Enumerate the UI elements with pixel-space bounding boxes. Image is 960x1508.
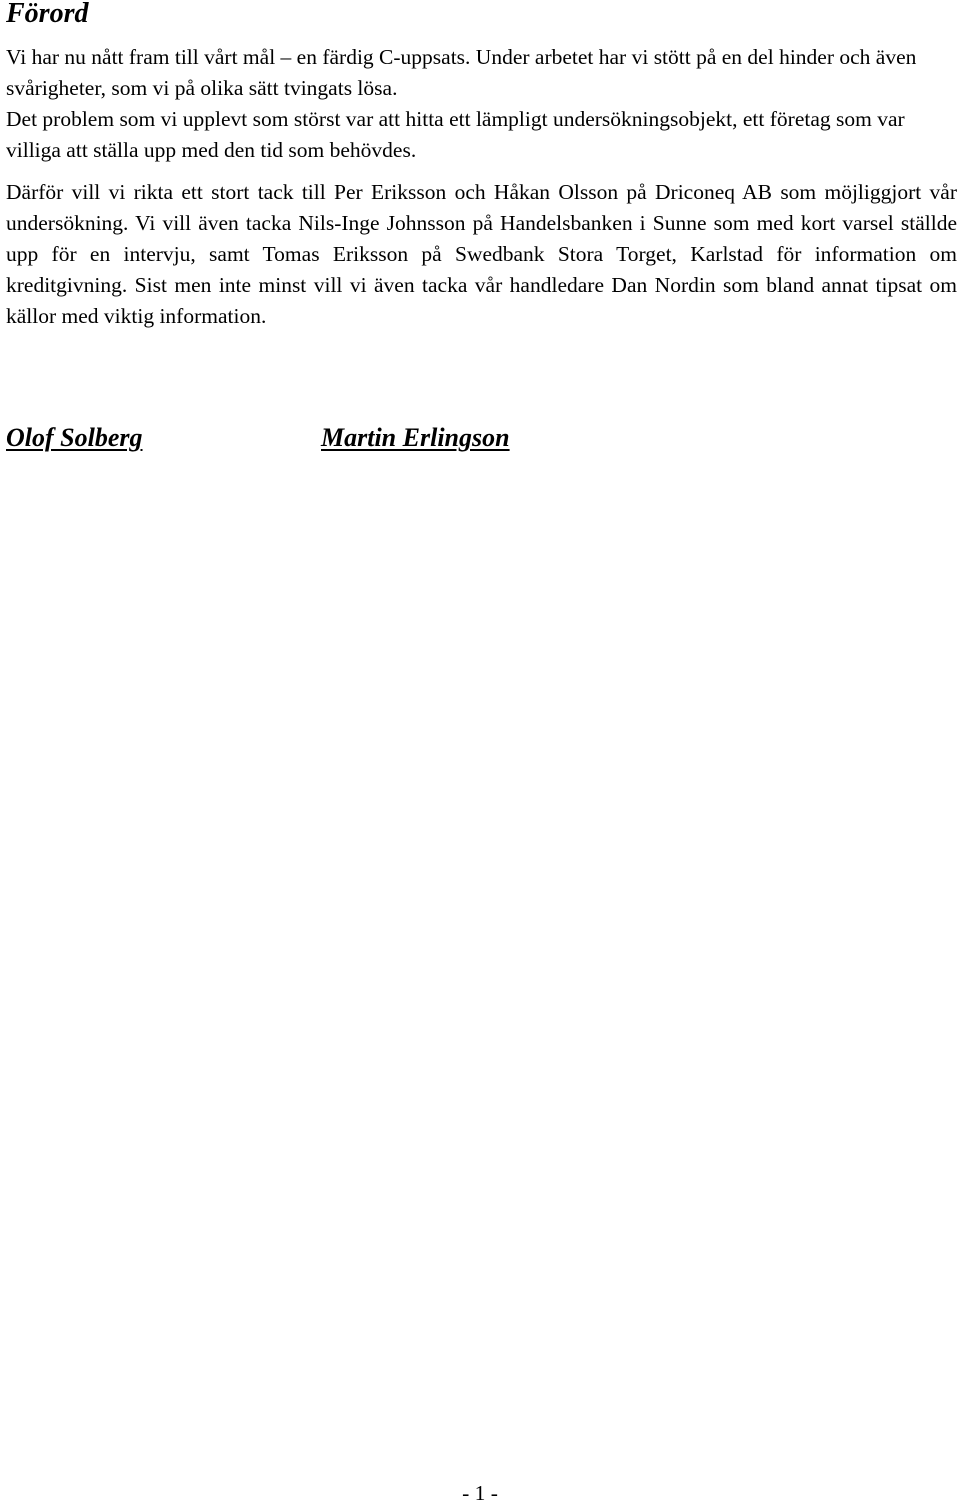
- page-number: - 1 -: [462, 1481, 498, 1505]
- acknowledgement-paragraph: Därför vill vi rikta ett stort tack till Per Eriksson och Håkan Olsson på Driconeq AB som möjliggjort vår undersökning. Vi vill även tacka Nils-Inge Johnsson på Handelsbanken i Sunne som med kort varsel ställde upp för en intervju, samt Tomas Eriksson på Swedbank Stora Torget, Karlstad för information om kreditgivning. Sist men inte minst vill vi även tacka vår handledare Dan Nordin som bland annat tipsat om källor med viktig information.: [6, 180, 957, 328]
- problem-paragraph: Det problem som vi upplevt som störst var att hitta ett lämpligt undersökningsobjekt, ett företag som var villiga att ställa upp med den tid som behövdes.: [6, 107, 905, 162]
- author-signature-2: Martin Erlingson: [321, 423, 510, 452]
- intro-paragraph: Vi har nu nått fram till vårt mål – en färdig C-uppsats. Under arbetet har vi stött på en del hinder och även svårigheter, som vi på olika sätt tvingats lösa.: [6, 45, 917, 100]
- page-title: Förord: [6, 0, 89, 29]
- author-signature-1: Olof Solberg: [6, 423, 143, 452]
- signature-block: [0, 420, 960, 460]
